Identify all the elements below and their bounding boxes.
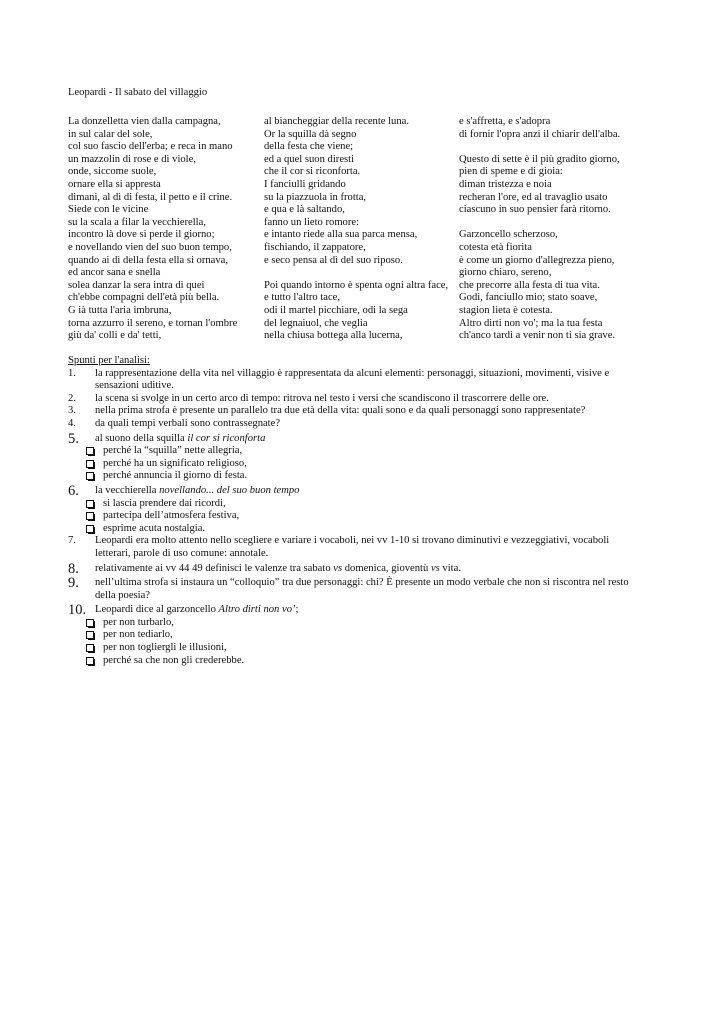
question-text: Leopardi era molto attento nello scegliere e variare i vocaboli, nei vv 1-10 si trovano diminutivi e vezzeggiativi, vocaboli letterari, parole di uso comune: annotale. [95, 535, 610, 559]
poem-line: ed ancor sana e snella [68, 267, 161, 279]
poem-line: incontro là dove si perde il giorno; [68, 229, 215, 241]
poem-line: e novellando vien del suo buon tempo, [68, 241, 232, 253]
question-text: nell’ultima strofa si instaura un “colloquio” tra due personaggi: chi? È presente un modo verbale che non si riscontra nel resto della poesia? [95, 577, 629, 601]
poem-line: Or la squilla dà segno [264, 128, 357, 140]
question-number: 3. [68, 405, 76, 417]
poem-line: Altro dirti non vo'; ma la tua festa [459, 317, 603, 329]
poem-line: che precorre alla festa di tua vita. [459, 279, 600, 291]
question-number: 5. [68, 430, 79, 447]
option-checkbox-row[interactable] [68, 445, 638, 458]
question-quote: il cor si riconforta [187, 432, 266, 444]
question-text: la scena si svolge in un certo arco di tempo: ritrova nel testo i versi che scandiscono il trascorrere delle ore. [95, 392, 549, 404]
poem-line: è come un giorno d'allegrezza pieno, [459, 254, 615, 266]
question-number: 10. [68, 602, 87, 619]
poem-column-1 [68, 116, 237, 343]
poem-line: diman tristezza e noia [459, 178, 552, 190]
analysis-section [68, 355, 638, 667]
question-number: 8. [68, 560, 79, 577]
option-text: per non turbarlo, [103, 616, 174, 628]
poem-line: stagion lieta è cotesta. [459, 304, 553, 316]
poem-line: Garzoncello scherzoso, [459, 229, 558, 241]
question-quote: Altro dirti non vo’ [218, 604, 296, 616]
poem-line: fischiando, il zappatore, [264, 241, 366, 253]
poem-line: Godi, fanciullo mio; stato soave, [459, 292, 598, 304]
poem-line: cotesta età fiorita [459, 241, 532, 253]
question-text: vita. [439, 562, 461, 574]
poem-line: e s'affretta, e s'adopra [459, 116, 551, 127]
question-text: al suono della squilla [95, 432, 188, 444]
question-number: 4. [68, 417, 76, 429]
poem-line: pien di speme e di gioia: [459, 166, 563, 178]
checkbox-icon[interactable] [86, 657, 94, 665]
question-text: ; [295, 604, 299, 616]
question-number: 7. [68, 535, 76, 547]
question-9 [68, 577, 638, 602]
checkbox-icon[interactable] [86, 460, 94, 468]
poem-line: I fanciulli gridando [264, 178, 346, 190]
question-2 [68, 393, 638, 406]
poem-line: su la piazzuola in frotta, [264, 191, 367, 203]
option-text: perché annuncia il giorno di festa. [103, 470, 248, 482]
question-10 [68, 604, 638, 617]
poem-line: al biancheggiar della recente luna. [264, 116, 409, 127]
option-text: per non togliergli le illusioni, [103, 642, 227, 654]
poem-line: di fornir l'opra anzi il chiarir dell'alba. [459, 128, 621, 140]
poem-line: e intanto riede alla sua parca mensa, [264, 229, 418, 241]
document-title: Leopardi - Il sabato del villaggio [68, 87, 208, 98]
option-checkbox-row[interactable] [68, 642, 638, 655]
checkbox-icon[interactable] [86, 631, 94, 639]
checkbox-icon[interactable] [86, 644, 94, 652]
checkbox-icon[interactable] [86, 447, 94, 455]
poem-line: col suo fascio dell'erba; e reca in mano [68, 141, 233, 153]
question-text: la vecchierella [95, 484, 160, 496]
poem-line: nella chiusa bottega alla lucerna, [264, 330, 403, 342]
poem-line: Poi quando intorno è spenta ogni altra face, [264, 279, 449, 291]
versus-label: vs [333, 562, 343, 574]
question-number: 2. [68, 392, 76, 404]
poem-line: e tutto l'altro tace, [264, 292, 341, 304]
poem-line: dimani, al dì di festa, il petto e il crine. [68, 191, 233, 203]
poem-line: Siede con le vicine [68, 204, 149, 216]
analysis-heading: Spunti per l'analisi: [68, 355, 150, 366]
poem-line: ed a quel suon diresti [264, 153, 355, 165]
question-7 [68, 535, 638, 560]
option-text: partecipa dell’atmosfera festiva, [103, 510, 240, 522]
question-text: domenica, gioventù [342, 562, 431, 574]
question-text: nella prima strofa è presente un parallelo tra due età della vita: quali sono e da quali personaggi sono rappresentate? [95, 405, 586, 417]
poem-column-2 [264, 116, 448, 343]
poem-line: recheran l'ore, ed al travaglio usato [459, 191, 608, 203]
stanza-gap [264, 267, 448, 280]
poem-line: La donzelletta vien dalla campagna, [68, 116, 221, 127]
poem-line: e qua e là saltando, [264, 204, 345, 216]
question-8 [68, 560, 638, 577]
poem-line: torna azzurro il sereno, e tornan l'ombre [68, 317, 238, 329]
question-text: relativamente ai vv 44 49 definisci le valenze tra sabato [95, 562, 334, 574]
question-4 [68, 418, 638, 431]
question-3 [68, 405, 638, 418]
question-text: la rappresentazione della vita nel villaggio è rappresentata da alcuni elementi: personaggi, situazioni, movimenti, visive e sensazioni uditive. [95, 367, 610, 392]
checkbox-icon[interactable] [86, 472, 94, 480]
poem-line: G ià tutta l'aria imbruna, [68, 304, 172, 316]
poem-column-3 [459, 116, 620, 343]
poem-line: onde, siccome suole, [68, 166, 157, 178]
checkbox-icon[interactable] [86, 619, 94, 627]
option-checkbox-row[interactable] [68, 498, 638, 511]
question-1 [68, 368, 638, 393]
poem-line: solea danzar la sera intra di quei [68, 279, 205, 291]
stanza-gap [459, 217, 620, 230]
checkbox-icon[interactable] [86, 512, 94, 520]
poem-line: e seco pensa al dì del suo riposo. [264, 254, 403, 266]
question-5 [68, 430, 638, 447]
stanza-gap [459, 141, 620, 154]
poem-line: odi il martel picchiare, odi la sega [264, 304, 408, 316]
option-text: perché ha un significato religioso, [103, 457, 247, 469]
checkbox-icon[interactable] [86, 500, 94, 508]
option-text: esprime acuta nostalgia. [103, 522, 206, 534]
versus-label: vs [430, 562, 440, 574]
poem-line: su la scala a filar la vecchierella, [68, 216, 206, 228]
poem-line: ch'ebbe compagni dell'età più bella. [68, 292, 220, 304]
option-checkbox-row[interactable] [68, 655, 638, 668]
option-checkbox-row[interactable] [68, 458, 638, 471]
option-text: perché sa che non gli crederebbe. [103, 654, 245, 666]
poem-line: ch'anco tardi a venir non ti sia grave. [459, 330, 616, 342]
option-checkbox-row[interactable] [68, 470, 638, 483]
poem-line: ciascuno in suo pensier farà ritorno. [459, 204, 611, 216]
option-text: per non tediarlo, [103, 629, 173, 641]
poem-line: quando ai dì della festa ella si ornava, [68, 254, 229, 266]
poem-line: giù da' colli e da' tetti, [68, 330, 162, 342]
option-checkbox-row[interactable] [68, 510, 638, 523]
question-number: 9. [68, 575, 79, 592]
option-text: perché la “squilla” nette allegria, [103, 445, 243, 457]
question-6 [68, 482, 638, 499]
poem-line: ornare ella si appresta [68, 178, 161, 190]
option-checkbox-row[interactable] [68, 629, 638, 642]
question-quote: novellando... del suo buon tempo [159, 484, 300, 496]
option-checkbox-row[interactable] [68, 617, 638, 630]
poem-line: giorno chiaro, sereno, [459, 267, 552, 279]
poem-line: Questo di sette è il più gradito giorno, [459, 153, 620, 165]
question-text: Leopardi dice al garzoncello [95, 604, 219, 616]
poem-line: un mazzolin di rose e di viole, [68, 153, 196, 165]
question-text: da quali tempi verbali sono contrassegnate? [95, 417, 281, 429]
option-text: si lascia prendere dai ricordi, [103, 497, 226, 509]
option-checkbox-row[interactable] [68, 523, 638, 536]
checkbox-icon[interactable] [86, 525, 94, 533]
poem-line: in sul calar del sole, [68, 128, 153, 140]
poem-line: che il cor si riconforta. [264, 166, 361, 178]
question-number: 6. [68, 482, 79, 499]
poem-line: della festa che viene; [264, 141, 354, 153]
question-number: 1. [68, 367, 76, 379]
poem-line: fanno un lieto romore: [264, 216, 360, 228]
poem-line: del legnaiuol, che veglia [264, 317, 368, 329]
